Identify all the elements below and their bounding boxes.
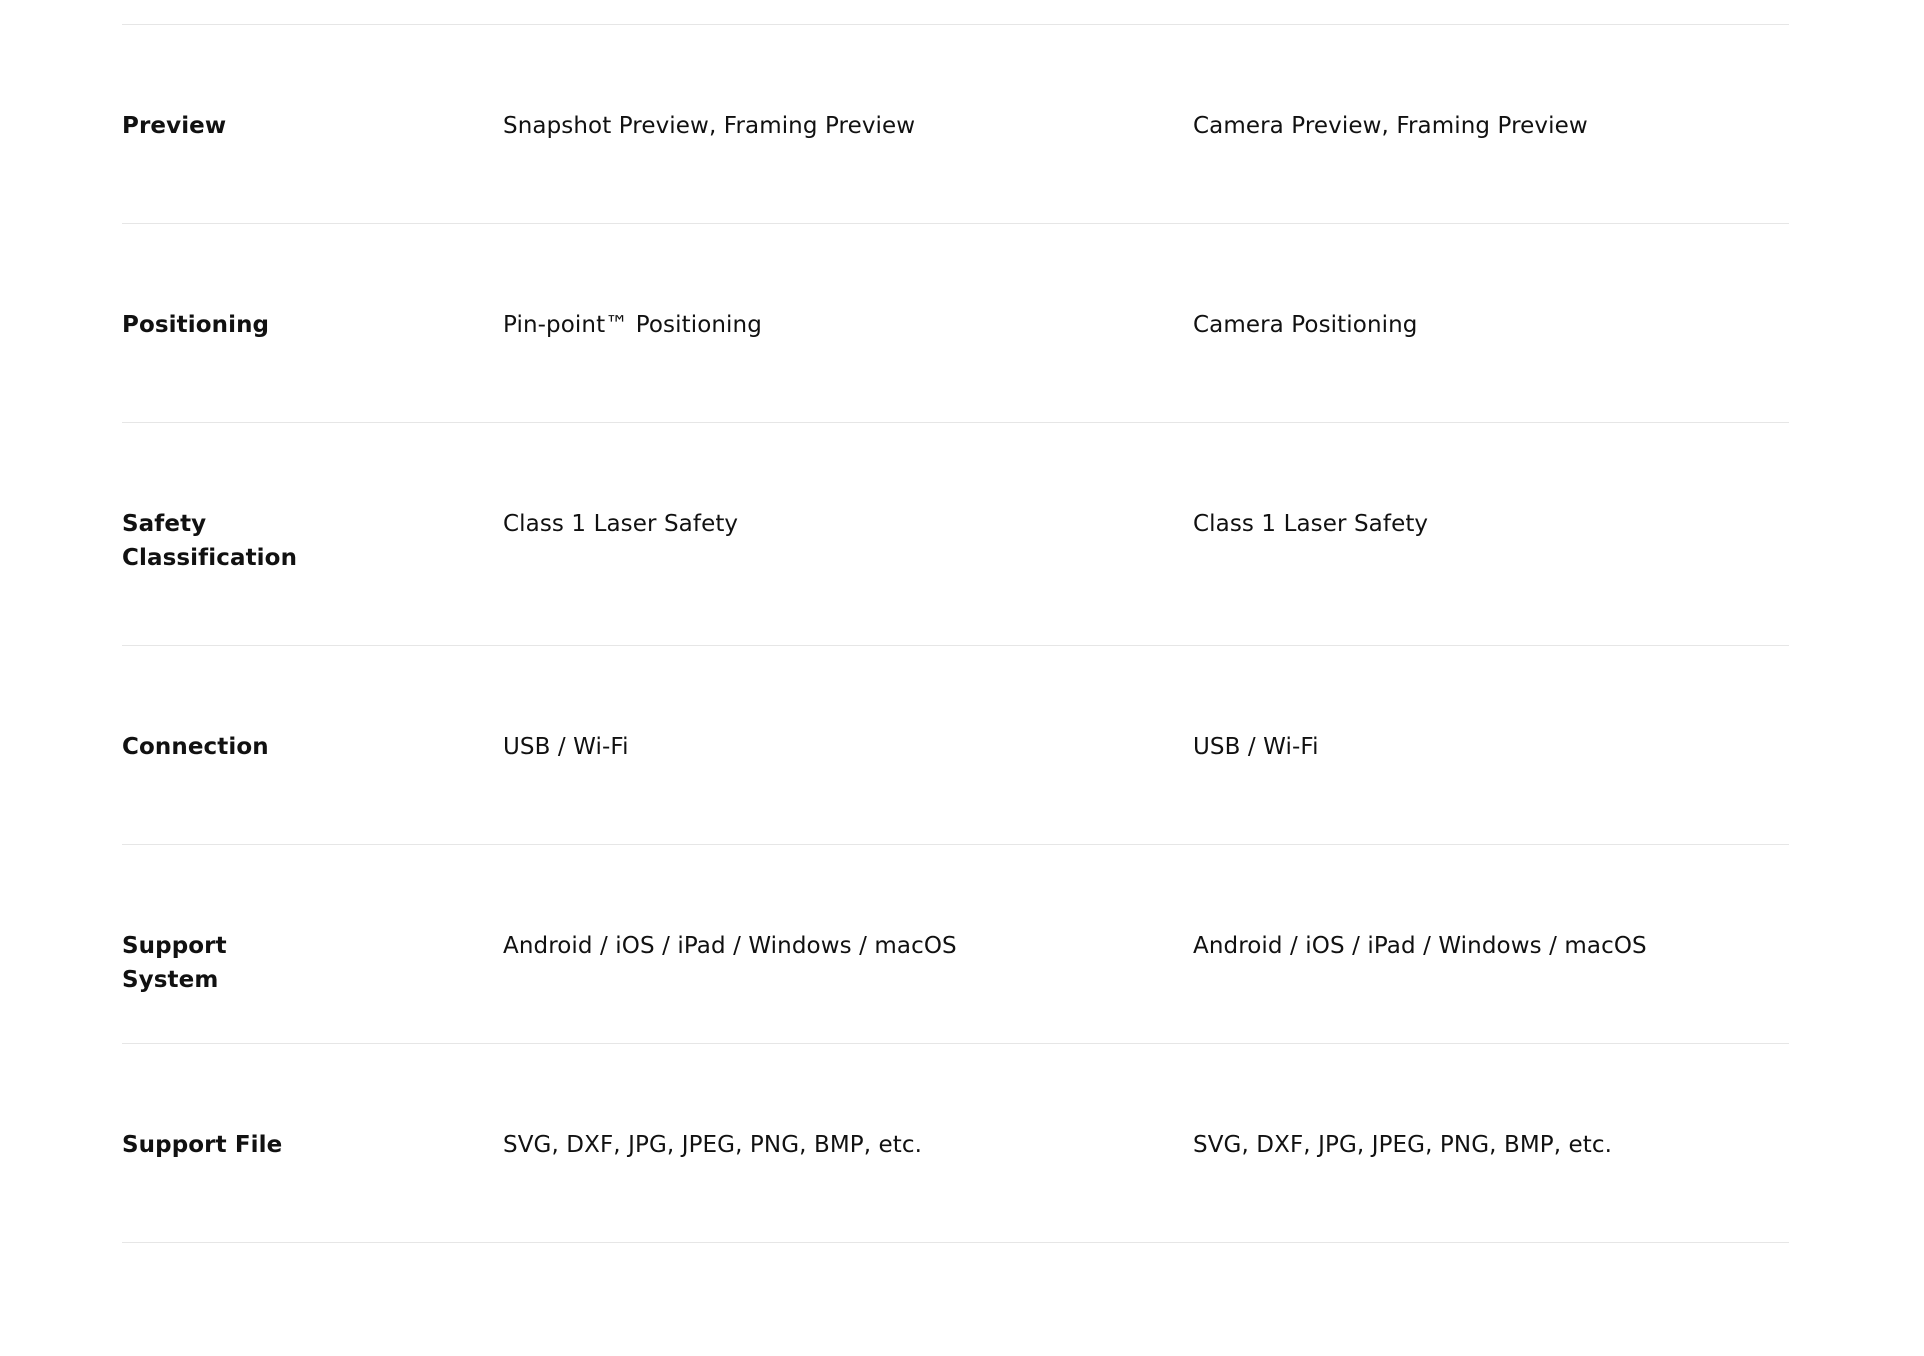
spec-row-safety-classification [122, 423, 1789, 646]
spec-row-label: Safety Classification [122, 511, 298, 571]
spec-value-col-b: SVG, DXF, JPG, JPEG, PNG, BMP, etc. [1193, 1132, 1613, 1158]
spec-comparison-table [122, 24, 1789, 1243]
spec-value-col-a: Snapshot Preview, Framing Preview [503, 113, 916, 139]
spec-value-col-b: Camera Positioning [1193, 312, 1418, 338]
spec-row-label: Connection [122, 734, 269, 760]
spec-row-label: Support System [122, 933, 227, 993]
spec-row-label: Support File [122, 1132, 283, 1158]
spec-row-preview [122, 25, 1789, 224]
spec-row-label: Preview [122, 113, 227, 139]
spec-value-col-a: USB / Wi-Fi [503, 734, 629, 760]
spec-row-support-system [122, 845, 1789, 1044]
spec-row-support-file [122, 1044, 1789, 1243]
spec-value-col-a: Class 1 Laser Safety [503, 511, 739, 537]
spec-value-col-b: Camera Preview, Framing Preview [1193, 113, 1588, 139]
spec-value-col-b: USB / Wi-Fi [1193, 734, 1319, 760]
spec-row-label: Positioning [122, 312, 270, 338]
spec-row-connection [122, 646, 1789, 845]
spec-value-col-a: Pin-point™ Positioning [503, 312, 762, 338]
spec-row-positioning [122, 224, 1789, 423]
spec-value-col-a: SVG, DXF, JPG, JPEG, PNG, BMP, etc. [503, 1132, 923, 1158]
spec-value-col-b: Class 1 Laser Safety [1193, 511, 1429, 537]
spec-value-col-b: Android / iOS / iPad / Windows / macOS [1193, 933, 1647, 959]
spec-value-col-a: Android / iOS / iPad / Windows / macOS [503, 933, 957, 959]
